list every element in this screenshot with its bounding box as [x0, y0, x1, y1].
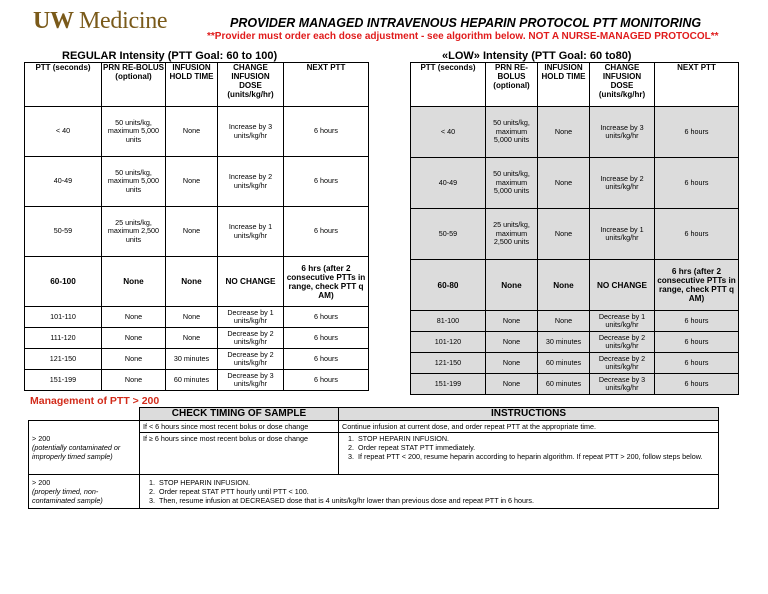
column-header: NEXT PTT: [655, 63, 739, 107]
instruction-step: 2. Order repeat STAT PTT immediately.: [356, 443, 715, 452]
ptt-cell: 111-120: [25, 328, 102, 349]
column-header: INFUSION HOLD TIME: [538, 63, 590, 107]
hold-time-cell: None: [538, 209, 590, 260]
dose-change-cell: NO CHANGE: [218, 257, 284, 307]
hold-time-cell: None: [166, 307, 218, 328]
hold-time-cell: None: [538, 158, 590, 209]
dose-change-cell: Decrease by 2 units/kg/hr: [218, 328, 284, 349]
column-header: INFUSION HOLD TIME: [166, 63, 218, 107]
instruction-cell: Continue infusion at current dose, and order repeat PTT at the appropriate time.: [339, 421, 719, 433]
table-row: [25, 349, 369, 370]
next-ptt-cell: 6 hours: [655, 158, 739, 209]
dose-change-cell: Decrease by 3 units/kg/hr: [218, 370, 284, 391]
rebolus-cell: None: [102, 370, 166, 391]
ptt-over-200-contaminated-cell: [29, 421, 140, 475]
next-ptt-cell: 6 hours: [284, 307, 369, 328]
dose-change-cell: Decrease by 2 units/kg/hr: [218, 349, 284, 370]
sample-note: (potentially contaminated or improperly timed sample): [32, 443, 121, 461]
check-timing-cell: If ≥ 6 hours since most recent bolus or dose change: [140, 433, 339, 475]
dose-change-cell: Increase by 2 units/kg/hr: [590, 158, 655, 209]
rebolus-cell: 50 units/kg, maximum 5,000 units: [486, 158, 538, 209]
hold-time-cell: None: [538, 311, 590, 332]
table-row: [411, 260, 739, 311]
rebolus-cell: None: [486, 374, 538, 395]
ptt-cell: 101-120: [411, 332, 486, 353]
rebolus-cell: None: [102, 349, 166, 370]
dose-change-cell: Increase by 3 units/kg/hr: [218, 107, 284, 157]
check-timing-header: CHECK TIMING OF SAMPLE: [140, 408, 339, 421]
ptt-cell: 121-150: [25, 349, 102, 370]
table-row: [25, 307, 369, 328]
table-row: [411, 353, 739, 374]
ptt-cell: 121-150: [411, 353, 486, 374]
ptt-cell: 50-59: [25, 207, 102, 257]
hold-time-cell: None: [166, 157, 218, 207]
ptt-cell: 50-59: [411, 209, 486, 260]
table-row: [25, 257, 369, 307]
rebolus-cell: None: [102, 307, 166, 328]
next-ptt-cell: 6 hours: [655, 374, 739, 395]
instruction-step: 3. Then, resume infusion at DECREASED dose that is 4 units/kg/hr lower than previous dose and repeat PTT in 6 hours.: [157, 496, 715, 505]
next-ptt-cell: 6 hrs (after 2 consecutive PTTs in range, check PTT q AM): [284, 257, 369, 307]
instruction-step: 3. If repeat PTT < 200, resume heparin according to heparin algorithm. If repeat PTT > 200, follow steps below.: [356, 452, 715, 461]
instruction-cell: [140, 475, 719, 509]
instruction-cell: [339, 433, 719, 475]
uw-medicine-logo: UW Medicine: [33, 8, 168, 34]
dose-change-cell: Decrease by 2 units/kg/hr: [590, 353, 655, 374]
table-row: [411, 374, 739, 395]
table-row: [25, 207, 369, 257]
next-ptt-cell: 6 hours: [655, 107, 739, 158]
page-subtitle: **Provider must order each dose adjustment - see algorithm below. NOT A NURSE-MANAGED PROTOCOL**: [207, 31, 719, 42]
ptt-cell: 40-49: [25, 157, 102, 207]
ptt-cell: 151-199: [25, 370, 102, 391]
table-row: [411, 311, 739, 332]
low-intensity-heading: «LOW» Intensity (PTT Goal: 60 to80): [442, 50, 632, 62]
rebolus-cell: 50 units/kg, maximum 5,000 units: [102, 157, 166, 207]
blank-header-cell: [29, 408, 140, 421]
dose-change-cell: Increase by 3 units/kg/hr: [590, 107, 655, 158]
table-row: [411, 209, 739, 260]
low-intensity-table: [410, 62, 739, 395]
hold-time-cell: None: [538, 107, 590, 158]
rebolus-cell: None: [102, 257, 166, 307]
ptt-over-200-proper-cell: [29, 475, 140, 509]
page-title: PROVIDER MANAGED INTRAVENOUS HEPARIN PROTOCOL PTT MONITORING: [230, 16, 702, 30]
column-header: CHANGE INFUSION DOSE (units/kg/hr): [218, 63, 284, 107]
table-row: [411, 107, 739, 158]
rebolus-cell: 50 units/kg, maximum 5,000 units: [486, 107, 538, 158]
next-ptt-cell: 6 hours: [284, 370, 369, 391]
hold-time-cell: 30 minutes: [166, 349, 218, 370]
management-table: [28, 407, 719, 509]
ptt-cell: < 40: [25, 107, 102, 157]
regular-intensity-table: [24, 62, 369, 391]
check-timing-cell: If < 6 hours since most recent bolus or dose change: [140, 421, 339, 433]
table-row: [411, 158, 739, 209]
rebolus-cell: None: [486, 311, 538, 332]
column-header: PTT (seconds): [411, 63, 486, 107]
hold-time-cell: 30 minutes: [538, 332, 590, 353]
dose-change-cell: Increase by 1 units/kg/hr: [590, 209, 655, 260]
ptt-cell: 151-199: [411, 374, 486, 395]
table-row: [25, 157, 369, 207]
dose-change-cell: Increase by 1 units/kg/hr: [218, 207, 284, 257]
hold-time-cell: None: [166, 107, 218, 157]
ptt-cell: 101-110: [25, 307, 102, 328]
next-ptt-cell: 6 hours: [284, 157, 369, 207]
column-header: CHANGE INFUSION DOSE (units/kg/hr): [590, 63, 655, 107]
hold-time-cell: None: [538, 260, 590, 311]
instruction-step: 1. STOP HEPARIN INFUSION.: [356, 434, 715, 443]
instruction-step: 1. STOP HEPARIN INFUSION.: [157, 478, 715, 487]
ptt-label: > 200: [32, 434, 51, 443]
ptt-cell: 81-100: [411, 311, 486, 332]
management-heading: Management of PTT > 200: [30, 395, 160, 407]
rebolus-cell: None: [102, 328, 166, 349]
ptt-cell: 60-100: [25, 257, 102, 307]
dose-change-cell: Decrease by 1 units/kg/hr: [218, 307, 284, 328]
rebolus-cell: None: [486, 353, 538, 374]
instruction-step: 2. Order repeat STAT PTT hourly until PTT < 100.: [157, 487, 715, 496]
dose-change-cell: Decrease by 1 units/kg/hr: [590, 311, 655, 332]
hold-time-cell: 60 minutes: [538, 353, 590, 374]
table-row: [25, 370, 369, 391]
ptt-cell: 60-80: [411, 260, 486, 311]
rebolus-cell: 50 units/kg, maximum 5,000 units: [102, 107, 166, 157]
table-row: [25, 107, 369, 157]
hold-time-cell: None: [166, 257, 218, 307]
next-ptt-cell: 6 hours: [655, 332, 739, 353]
instructions-header: INSTRUCTIONS: [339, 408, 719, 421]
rebolus-cell: None: [486, 332, 538, 353]
ptt-cell: < 40: [411, 107, 486, 158]
next-ptt-cell: 6 hours: [284, 349, 369, 370]
rebolus-cell: 25 units/kg, maximum 2,500 units: [486, 209, 538, 260]
next-ptt-cell: 6 hours: [284, 107, 369, 157]
hold-time-cell: 60 minutes: [538, 374, 590, 395]
next-ptt-cell: 6 hours: [284, 328, 369, 349]
dose-change-cell: Increase by 2 units/kg/hr: [218, 157, 284, 207]
regular-intensity-heading: REGULAR Intensity (PTT Goal: 60 to 100): [62, 50, 278, 62]
sample-note: (properly timed, non-contaminated sample): [32, 487, 103, 505]
ptt-cell: 40-49: [411, 158, 486, 209]
rebolus-cell: None: [486, 260, 538, 311]
dose-change-cell: NO CHANGE: [590, 260, 655, 311]
next-ptt-cell: 6 hrs (after 2 consecutive PTTs in range, check PTT q AM): [655, 260, 739, 311]
next-ptt-cell: 6 hours: [284, 207, 369, 257]
next-ptt-cell: 6 hours: [655, 209, 739, 260]
rebolus-cell: 25 units/kg, maximum 2,500 units: [102, 207, 166, 257]
column-header: PTT (seconds): [25, 63, 102, 107]
next-ptt-cell: 6 hours: [655, 353, 739, 374]
hold-time-cell: None: [166, 207, 218, 257]
dose-change-cell: Decrease by 2 units/kg/hr: [590, 332, 655, 353]
column-header: NEXT PTT: [284, 63, 369, 107]
table-row: [25, 328, 369, 349]
column-header: PRN RE-BOLUS (optional): [102, 63, 166, 107]
column-header: PRN RE-BOLUS (optional): [486, 63, 538, 107]
next-ptt-cell: 6 hours: [655, 311, 739, 332]
hold-time-cell: 60 minutes: [166, 370, 218, 391]
ptt-label: > 200: [32, 478, 51, 487]
hold-time-cell: None: [166, 328, 218, 349]
dose-change-cell: Decrease by 3 units/kg/hr: [590, 374, 655, 395]
table-row: [411, 332, 739, 353]
